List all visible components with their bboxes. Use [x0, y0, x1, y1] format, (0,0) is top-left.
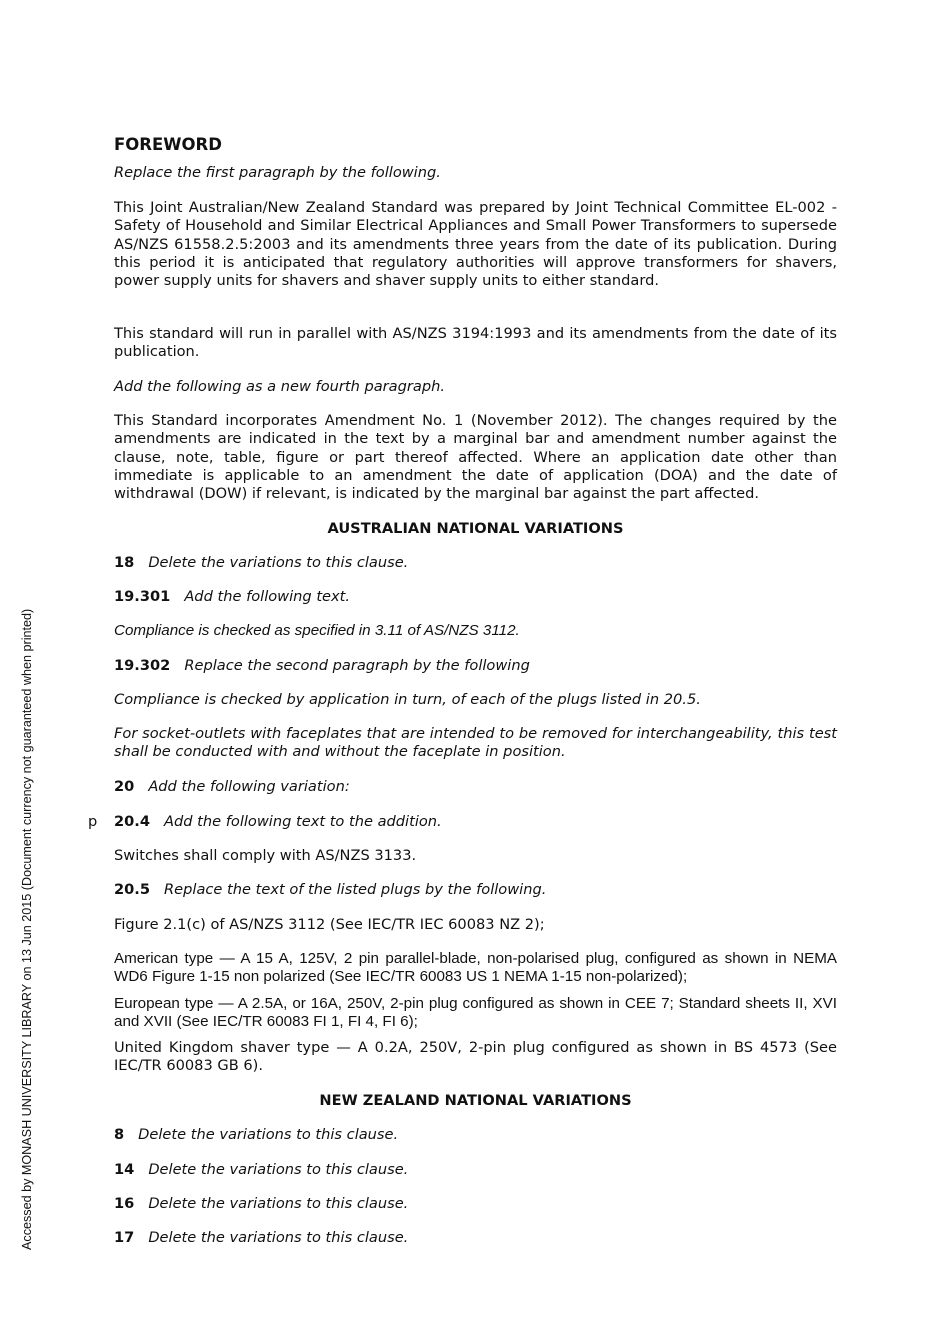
clause-instruction: Delete the variations to this clause.: [148, 554, 409, 571]
clause-number: 17: [114, 1229, 135, 1246]
clause-19-302-body-1: Compliance is checked by application in turn, of each of the plugs listed in 20.5.: [114, 691, 701, 708]
clause-19-302-body-2: For socket-outlets with faceplates that are intended to be removed for interchangeability, this test shall be conducted with and without the faceplate in position.: [114, 725, 837, 761]
clause-19-302: [114, 657, 837, 675]
clause-number: 8: [114, 1126, 125, 1143]
clause-number: 20: [114, 778, 135, 795]
clause-number: 20.5: [114, 881, 151, 898]
clause-20-4-body: Switches shall comply with AS/NZS 3133.: [114, 847, 417, 864]
clause-20-5-body-1: Figure 2.1(c) of AS/NZS 3112 (See IEC/TR IEC 60083 NZ 2);: [114, 916, 545, 933]
au-variations-heading: AUSTRALIAN NATIONAL VARIATIONS: [327, 520, 624, 537]
clause-number: 19.302: [114, 657, 171, 674]
nz-clause-16: [114, 1195, 837, 1213]
clause-number: 16: [114, 1195, 135, 1212]
clause-20-5: [114, 881, 837, 899]
clause-number: 18: [114, 554, 135, 571]
clause-number: 19.301: [114, 588, 171, 605]
clause-number: 20.4: [114, 813, 151, 830]
foreword-instruction-2: Add the following as a new fourth paragraph.: [114, 378, 445, 395]
access-watermark: Accessed by MONASH UNIVERSITY LIBRARY on 13 Jun 2015 (Document currency not guaranteed when printed): [20, 608, 34, 1250]
clause-19-301-body: Compliance is checked as specified in 3.11 of AS/NZS 3112.: [114, 622, 520, 639]
amendment-marker: p: [88, 813, 98, 830]
clause-19-301: [114, 588, 837, 606]
clause-instruction: Add the following text to the addition.: [164, 813, 442, 830]
clause-20-5-body-2: American type — A 15 A, 125V, 2 pin parallel-blade, non-polarised plug, configured as shown in NEMA WD6 Figure 1-15 non polarized (See IEC/TR 60083 US 1 NEMA 1-15 non-polarized);: [114, 950, 837, 986]
clause-instruction: Delete the variations to this clause.: [138, 1126, 399, 1143]
foreword-paragraph-1: This Joint Australian/New Zealand Standard was prepared by Joint Technical Committee EL-002 - Safety of Household and Similar Electrical Appliances and Small Power Transformers to supersede AS/NZS 61558.2.5:2003 and its amendments three years from the date of its publication. During this period it is anticipated that regulatory authorities will approve transformers for shavers, power supply units for shavers and shaver supply units to either standard.: [114, 199, 837, 290]
clause-instruction: Add the following variation:: [148, 778, 350, 795]
clause-20: [114, 778, 837, 796]
foreword-paragraph-2: This standard will run in parallel with AS/NZS 3194:1993 and its amendments from the date of its publication.: [114, 325, 837, 361]
foreword-heading: FOREWORD: [114, 135, 222, 154]
clause-instruction: Delete the variations to this clause.: [148, 1195, 409, 1212]
clause-instruction: Delete the variations to this clause.: [148, 1229, 409, 1246]
clause-instruction: Replace the text of the listed plugs by the following.: [164, 881, 547, 898]
clause-20-5-body-4: United Kingdom shaver type — A 0.2A, 250V, 2-pin plug configured as shown in BS 4573 (See IEC/TR 60083 GB 6).: [114, 1039, 837, 1075]
clause-instruction: Replace the second paragraph by the following: [184, 657, 530, 674]
clause-20-5-body-3: European type — A 2.5A, or 16A, 250V, 2-pin plug configured as shown in CEE 7; Standard sheets II, XVI and XVII (See IEC/TR 60083 FI 1, FI 4, FI 6);: [114, 995, 837, 1031]
clause-instruction: Delete the variations to this clause.: [148, 1161, 409, 1178]
nz-variations-heading: NEW ZEALAND NATIONAL VARIATIONS: [319, 1092, 632, 1109]
nz-clause-14: [114, 1161, 837, 1179]
foreword-paragraph-3: This Standard incorporates Amendment No. 1 (November 2012). The changes required by the amendments are indicated in the text by a marginal bar and amendment number against the clause, note, table, figure or part thereof affected. Where an application date other than immediate is applicable to an amendment the date of application (DOA) and the date of withdrawal (DOW) if relevant, is indicated by the marginal bar against the part affected.: [114, 412, 837, 503]
nz-clause-17: [114, 1229, 837, 1247]
nz-clause-8: [114, 1126, 837, 1144]
foreword-instruction-1: Replace the first paragraph by the following.: [114, 164, 441, 181]
clause-number: 14: [114, 1161, 135, 1178]
clause-20-4: [114, 813, 837, 831]
clause-18: [114, 554, 837, 572]
clause-instruction: Add the following text.: [184, 588, 351, 605]
